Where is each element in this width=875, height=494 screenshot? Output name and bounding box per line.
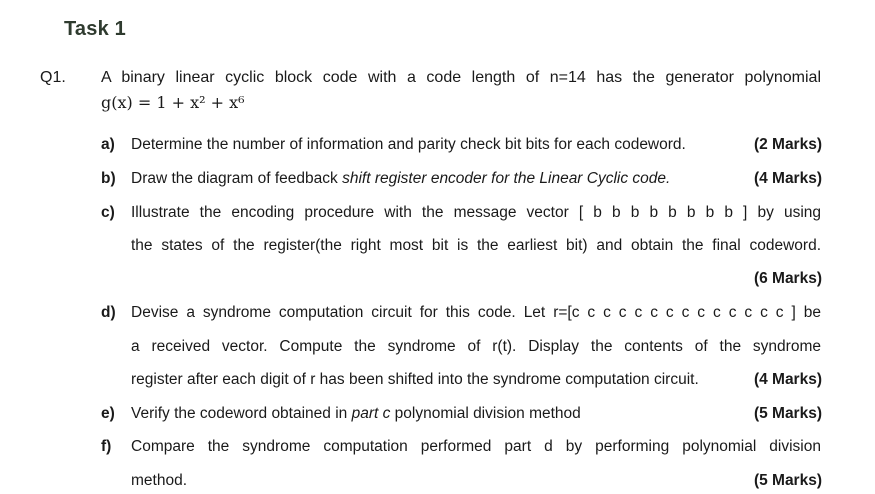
part-e-label: e) xyxy=(101,405,115,422)
part-b-marks: (4 Marks) xyxy=(753,170,822,187)
part-f-marks: (5 Marks) xyxy=(753,472,822,489)
part-a-label: a) xyxy=(101,136,115,153)
part-e-text xyxy=(131,405,581,423)
part-d-marks: (4 Marks) xyxy=(753,371,822,388)
part-a-marks: (2 Marks) xyxy=(753,136,822,153)
part-c-label: c) xyxy=(101,204,115,221)
part-f-label: f) xyxy=(101,438,112,455)
generator-polynomial: g(x) = 1 + x² + x⁶ xyxy=(101,93,245,112)
part-e-marks: (5 Marks) xyxy=(753,405,822,422)
part-c-marks: (6 Marks) xyxy=(753,270,822,287)
part-b-text xyxy=(131,170,670,188)
part-b-text-plain: Draw the diagram of feedback xyxy=(131,170,343,187)
part-d-label: d) xyxy=(101,304,116,321)
part-d-line3: register after each digit of r has been shifted into the syndrome computation circuit. xyxy=(131,371,699,388)
part-d-line2: a received vector. Compute the syndrome of r(t). Display the contents of the syndrome xyxy=(131,338,821,355)
part-e-text-pre: Verify the codeword obtained in xyxy=(131,405,352,422)
part-f-line2: method. xyxy=(131,472,188,489)
task-title: Task 1 xyxy=(64,18,126,40)
part-e-text-post: polynomial division method xyxy=(390,405,581,422)
part-f-line1: Compare the syndrome computation performed part d by performing polynomial division xyxy=(131,438,821,455)
part-d-line1: Devise a syndrome computation circuit for this code. Let r=[c c c c c c c c c c c c c c ] be xyxy=(131,304,821,321)
question-number: Q1. xyxy=(40,69,66,86)
part-c-line1: Illustrate the encoding procedure with the message vector [ b b b b b b b b ] by using xyxy=(131,204,821,221)
part-c-line2: the states of the register(the right most bit is the earliest bit) and obtain the final codeword. xyxy=(131,237,821,254)
part-a-text: Determine the number of information and parity check bit bits for each codeword. xyxy=(131,136,686,153)
part-b-text-italic: shift register encoder for the Linear Cyclic code. xyxy=(342,170,671,187)
question-intro: A binary linear cyclic block code with a code length of n=14 has the generator polynomial xyxy=(101,69,821,86)
part-b-label: b) xyxy=(101,170,116,187)
part-e-text-italic: part c xyxy=(351,405,391,422)
